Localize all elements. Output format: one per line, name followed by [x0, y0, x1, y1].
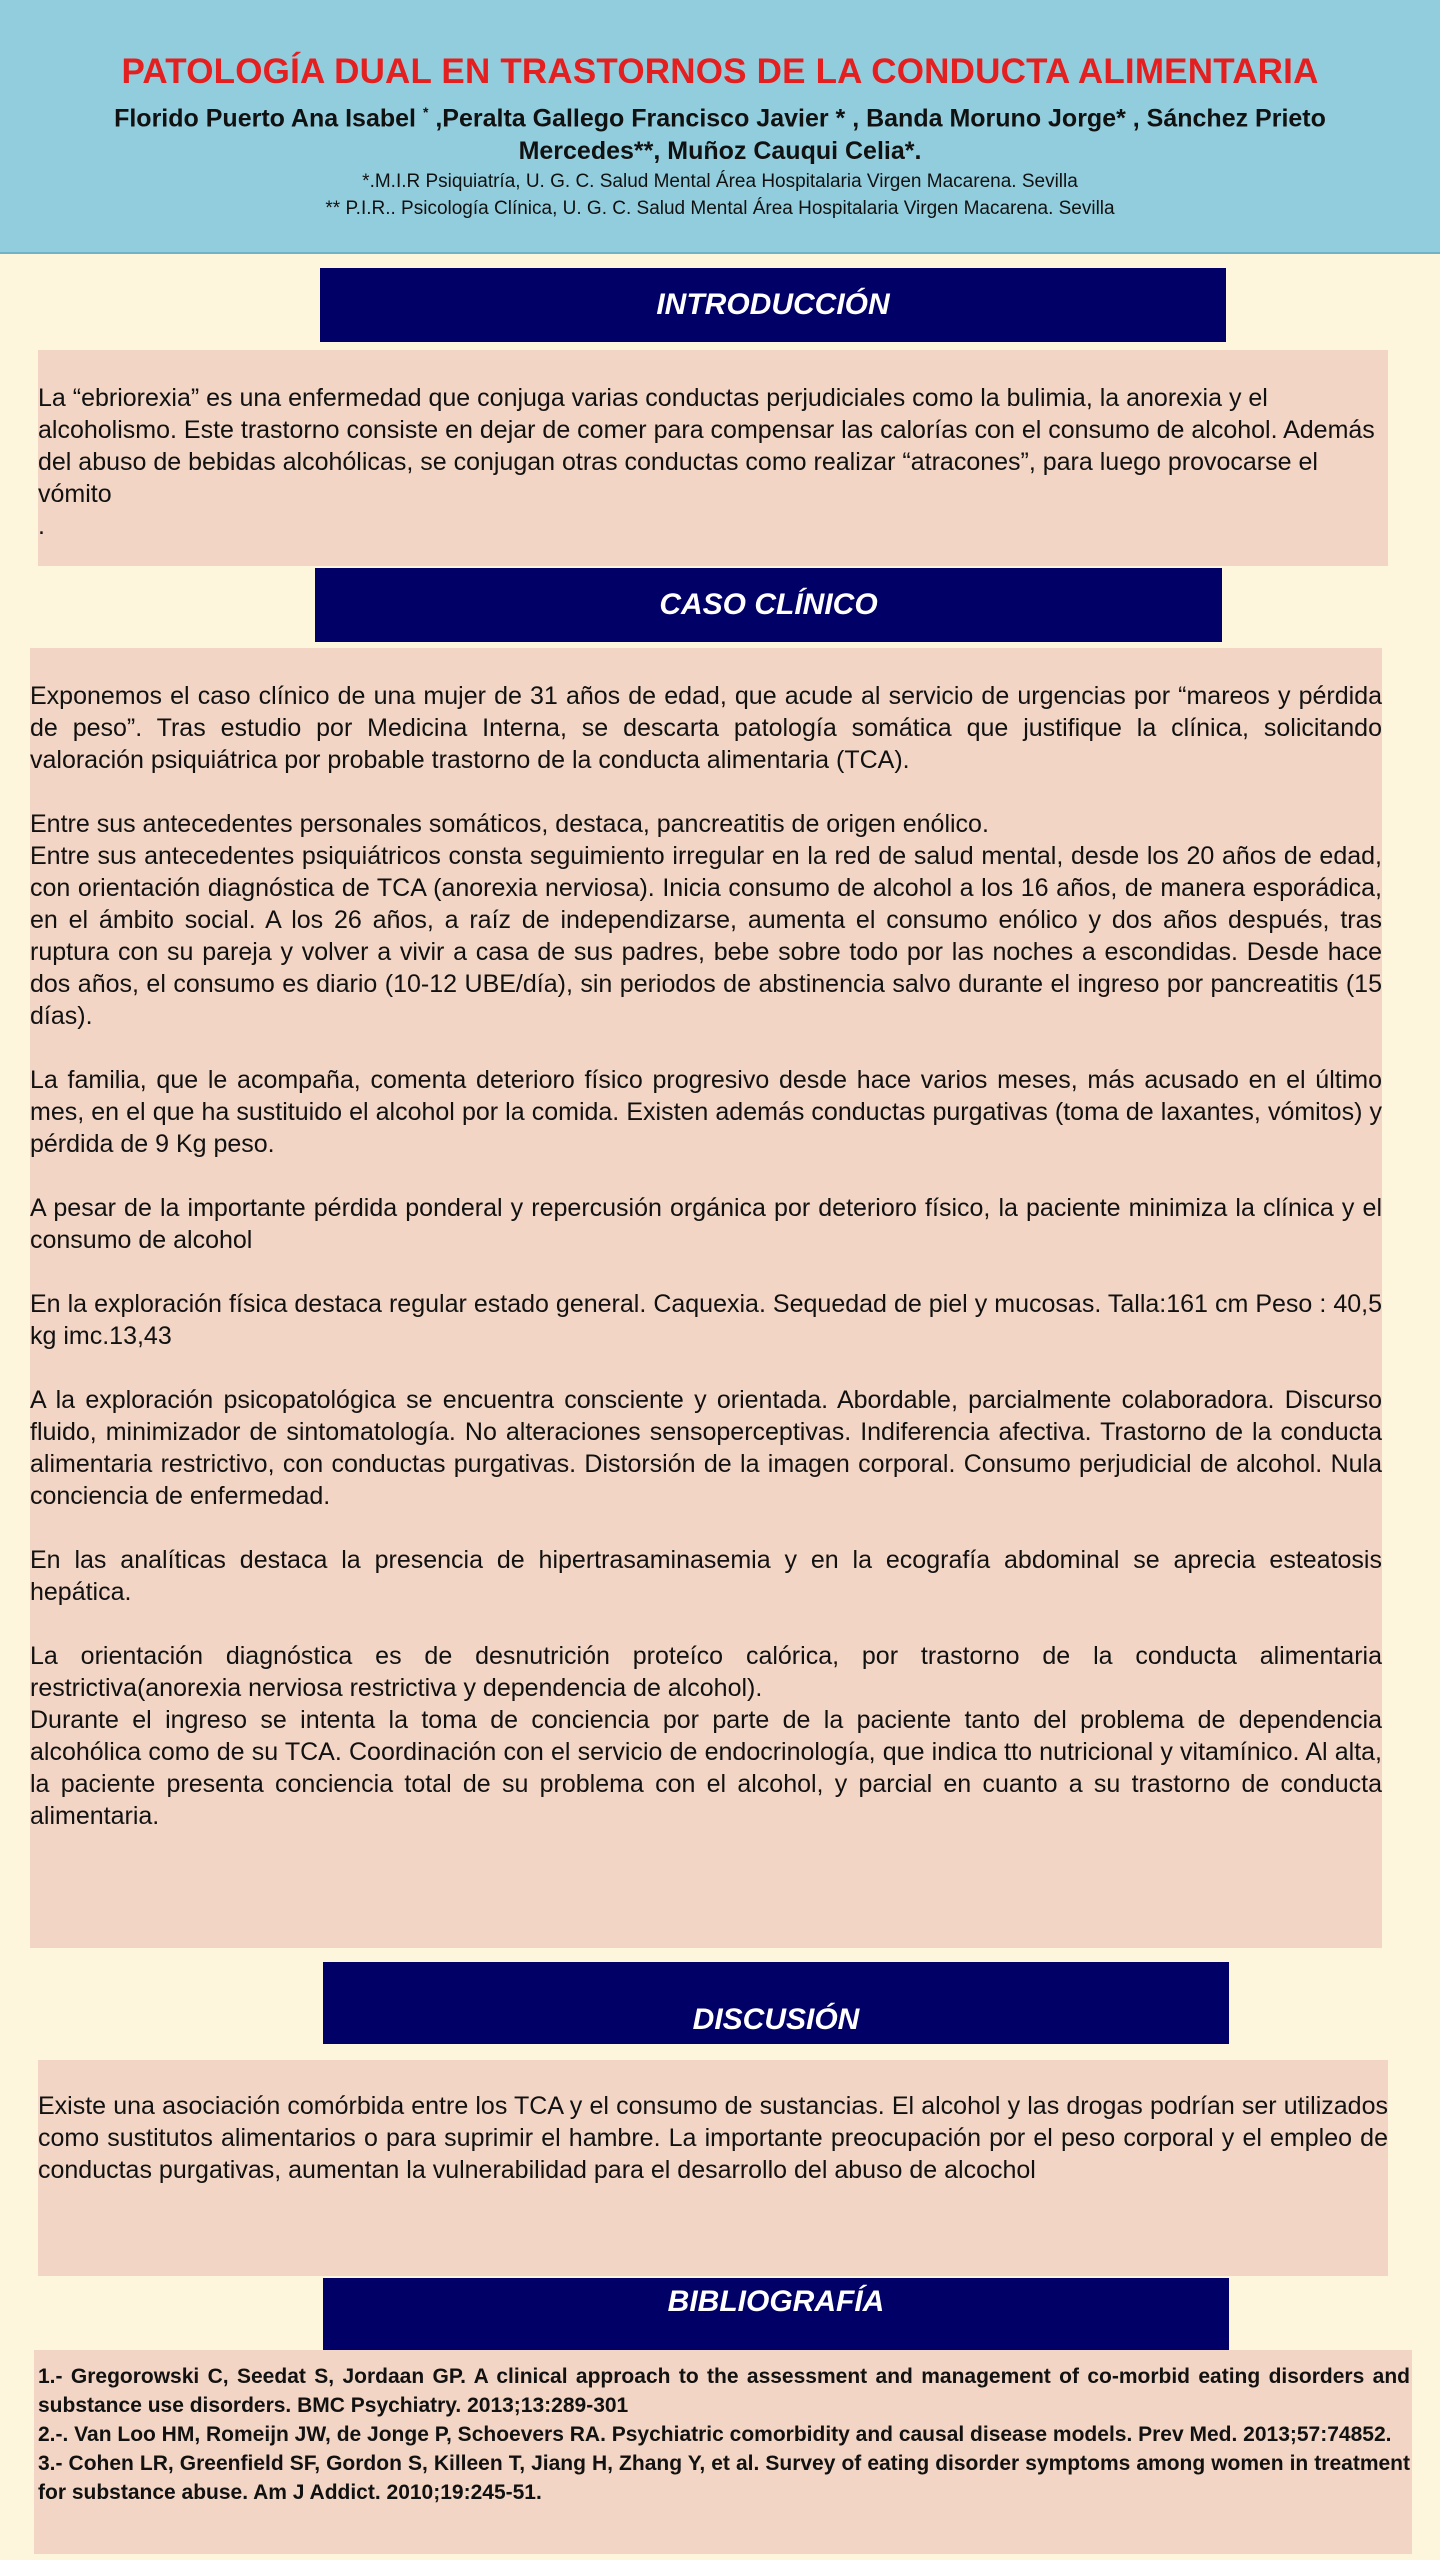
caso-p10: Durante el ingreso se intenta la toma de conciencia por parte de la paciente tanto del problema de dependencia alcohólica como de su TCA. Coordinación con el servicio de endocrinología, que indica tto nutricional y vitamínico. Al alta, la paciente presenta conciencia total de su problema con el alcohol, y parcial en cuanto a su trastorno de conducta alimentaria. [30, 1706, 1382, 1830]
affiliation-1: *.M.I.R Psiquiatría, U. G. C. Salud Mental Área Hospitalaria Virgen Macarena. Sevilla [362, 171, 1078, 193]
authors [30, 96, 1410, 168]
caso-p6: En la exploración física destaca regular estado general. Caquexia. Sequedad de piel y mucosas. Talla:161 cm Peso : 40,5 kg imc.13,43 [30, 1290, 1382, 1350]
discusion-heading [323, 1962, 1229, 2044]
poster-header [0, 0, 1440, 254]
poster-title: PATOLOGÍA DUAL EN TRASTORNOS DE LA CONDUCTA ALIMENTARIA [121, 52, 1319, 91]
bibliografia-ref-1: 1.- Gregorowski C, Seedat S, Jordaan GP. A clinical approach to the assessment and management of co-morbid eating disorders and substance use disorders. BMC Psychiatry. 2013;13:289-301 [38, 2365, 1410, 2417]
caso-p4: La familia, que le acompaña, comenta deterioro físico progresivo desde hace varios meses, más acusado en el último mes, en el que ha sustituido el alcohol por la comida. Existen además conductas purgativas (toma de laxantes, vómitos) y pérdida de 9 Kg peso. [30, 1066, 1382, 1158]
authors-line1-b: ,Peralta Gallego Francisco Javier * , Banda Moruno Jorge* , Sánchez Prieto [428, 104, 1326, 133]
authors-line2: Mercedes**, Muñoz Cauqui Celia*. [518, 137, 922, 166]
caso-p7: A la exploración psicopatológica se encuentra consciente y orientada. Abordable, parcialmente colaboradora. Discurso fluido, minimizador de sintomatología. No alteraciones sensoperceptivas. Indiferencia afectiva. Trastorno de la conducta alimentaria restrictivo, con conductas purgativas. Distorsión de la imagen corporal. Consumo perjudicial de alcohol. Nula conciencia de enfermedad. [30, 1386, 1382, 1510]
introduccion-heading-text: INTRODUCCIÓN [656, 288, 890, 321]
affiliation-2: ** P.I.R.. Psicología Clínica, U. G. C. Salud Mental Área Hospitalaria Virgen Macarena. Sevilla [325, 198, 1115, 220]
authors-line1-a: Florido Puerto Ana Isabel [114, 104, 423, 133]
caso-p9: La orientación diagnóstica es de desnutrición proteíco calórica, por trastorno de la conducta alimentaria restrictiva(anorexia nerviosa restrictiva y dependencia de alcohol). [30, 1642, 1382, 1702]
authors-line1-sup: * [422, 104, 429, 120]
bibliografia-heading [323, 2278, 1229, 2352]
bibliografia-ref-3: 3.- Cohen LR, Greenfield SF, Gordon S, Killeen T, Jiang H, Zhang Y, et al. Survey of eating disorder symptoms among women in treatment for substance abuse. Am J Addict. 2010;19:245-51. [38, 2452, 1410, 2504]
caso-p8: En las analíticas destaca la presencia de hipertrasaminasemia y en la ecografía abdominal se aprecia esteatosis hepática. [30, 1546, 1382, 1606]
caso-heading-text: CASO CLÍNICO [659, 588, 878, 621]
caso-heading [315, 568, 1222, 642]
caso-box [30, 648, 1382, 1948]
introduccion-box [38, 350, 1388, 566]
discusion-heading-text: DISCUSIÓN [692, 2003, 860, 2036]
discusion-text: Existe una asociación comórbida entre los TCA y el consumo de sustancias. El alcohol y las drogas podrían ser utilizados como sustitutos alimentarios o para suprimir el hambre. La importante preocupación por el peso corporal y el empleo de conductas purgativas, aumentan la vulnerabilidad para el desarrollo del abuso de alcochol [38, 2092, 1388, 2184]
introduccion-heading [320, 268, 1226, 342]
introduccion-trailing: . [38, 512, 45, 540]
caso-p5: A pesar de la importante pérdida ponderal y repercusión orgánica por deterioro físico, la paciente minimiza la clínica y el consumo de alcohol [30, 1194, 1382, 1254]
caso-p2: Entre sus antecedentes personales somáticos, destaca, pancreatitis de origen enólico. [30, 810, 989, 838]
discusion-box [38, 2060, 1388, 2276]
introduccion-text: La “ebriorexia” es una enfermedad que conjuga varias conductas perjudiciales como la bulimia, la anorexia y el alcoholismo. Este trastorno consiste en dejar de comer para compensar las calorías con el consumo de alcohol. Además del abuso de bebidas alcohólicas, se conjugan otras conductas como realizar “atracones”, para luego provocarse el vómito [38, 384, 1375, 508]
caso-p3: Entre sus antecedentes psiquiátricos consta seguimiento irregular en la red de salud mental, desde los 20 años de edad, con orientación diagnóstica de TCA (anorexia nerviosa). Inicia consumo de alcohol a los 16 años, de manera esporádica, en el ámbito social. A los 26 años, a raíz de independizarse, aumenta el consumo enólico y dos años después, tras ruptura con su pareja y volver a vivir a casa de sus padres, bebe sobre todo por las noches a escondidas. Desde hace dos años, el consumo es diario (10-12 UBE/día), sin periodos de abstinencia salvo durante el ingreso por pancreatitis (15 días). [30, 842, 1382, 1030]
caso-p1: Exponemos el caso clínico de una mujer de 31 años de edad, que acude al servicio de urgencias por “mareos y pérdida de peso”. Tras estudio por Medicina Interna, se descarta patología somática que justifique la clínica, solicitando valoración psiquiátrica por probable trastorno de la conducta alimentaria (TCA). [30, 682, 1382, 774]
bibliografia-ref-2: 2.-. Van Loo HM, Romeijn JW, de Jonge P, Schoevers RA. Psychiatric comorbidity and causal disease models. Prev Med. 2013;57:74852. [38, 2423, 1392, 2446]
bibliografia-heading-text: BIBLIOGRAFÍA [667, 2285, 885, 2318]
bibliografia-box [34, 2350, 1412, 2554]
